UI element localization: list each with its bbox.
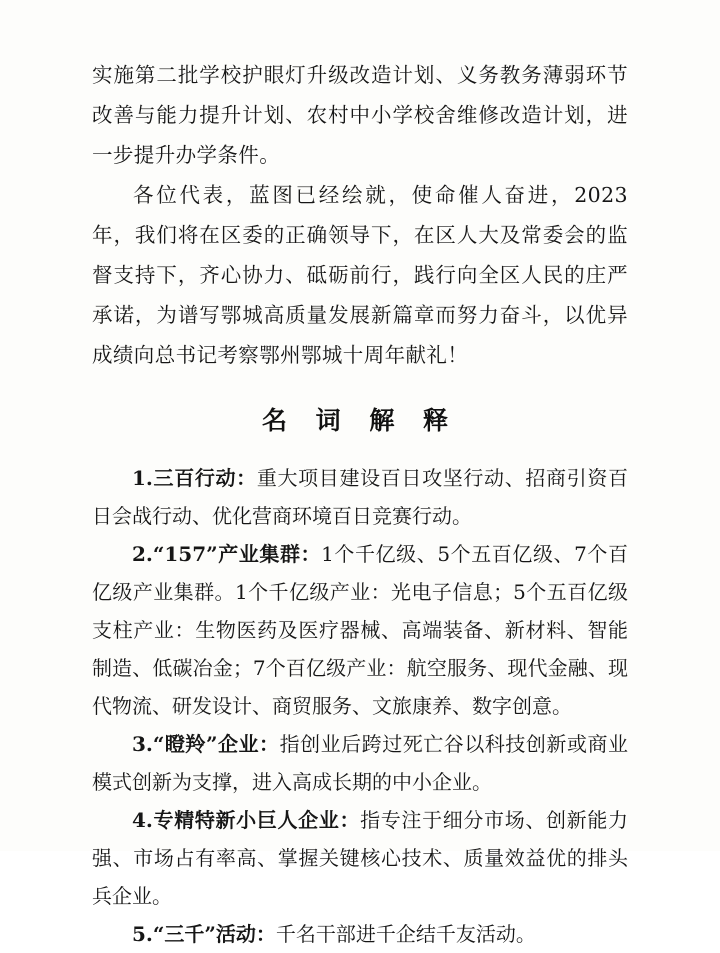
term-text: 重大项目建设百日攻坚行动、招商引资百日会战行动、优化营商环境百日竞赛行动。 <box>92 466 628 528</box>
paragraph-2: 各位代表，蓝图已经绘就，使命催人奋进，2023 年，我们将在区委的正确领导下，在区人大及常委会的监督支持下，齐心协力、砥砺前行，践行向全区人民的庄严承诺，为谱写鄂城高质量发展新篇章而努力奋斗，以优异成绩向总书记考察鄂州鄂城十周年献礼！ <box>92 183 628 367</box>
term-text: 千名干部进千企结千友活动。 <box>275 922 536 946</box>
term-item-3 <box>92 725 628 801</box>
term-item-1 <box>92 459 628 535</box>
paragraph-1: 实施第二批学校护眼灯升级改造计划、义务教务薄弱环节改善与能力提升计划、农村中小学校舍维修改造计划，进一步提升办学条件。 <box>92 63 628 167</box>
term-label: 5.“三千”活动： <box>132 922 276 946</box>
term-label: 2.“157”产业集群： <box>132 542 322 566</box>
term-item-5 <box>92 915 628 953</box>
section-heading: 名 词 解 释 <box>261 406 459 435</box>
term-label: 3.“瞪羚”企业： <box>132 732 280 756</box>
term-item-2 <box>92 535 628 725</box>
term-text: 指创业后跨过死亡谷以科技创新或商业模式创新为支撑，进入高成长期的中小企业。 <box>92 732 629 794</box>
term-text: 指专注于细分市场、创新能力强、市场占有率高、掌握关键核心技术、质量效益优的排头兵企业。 <box>92 808 628 908</box>
term-item-4 <box>92 801 628 915</box>
term-text: 1个千亿级、5个五百亿级、7个百亿级产业集群。1个千亿级产业：光电子信息；5个五百亿级支柱产业：生物医药及医疗器械、高端装备、新材料、智能制造、低碳冶金；7个百亿级产业：航空服务、现代金融、现代物流、研发设计、商贸服务、文旅康养、数字创意。 <box>92 542 628 718</box>
term-label: 1.三百行动： <box>132 466 257 490</box>
term-label: 4.专精特新小巨人企业： <box>132 808 361 832</box>
